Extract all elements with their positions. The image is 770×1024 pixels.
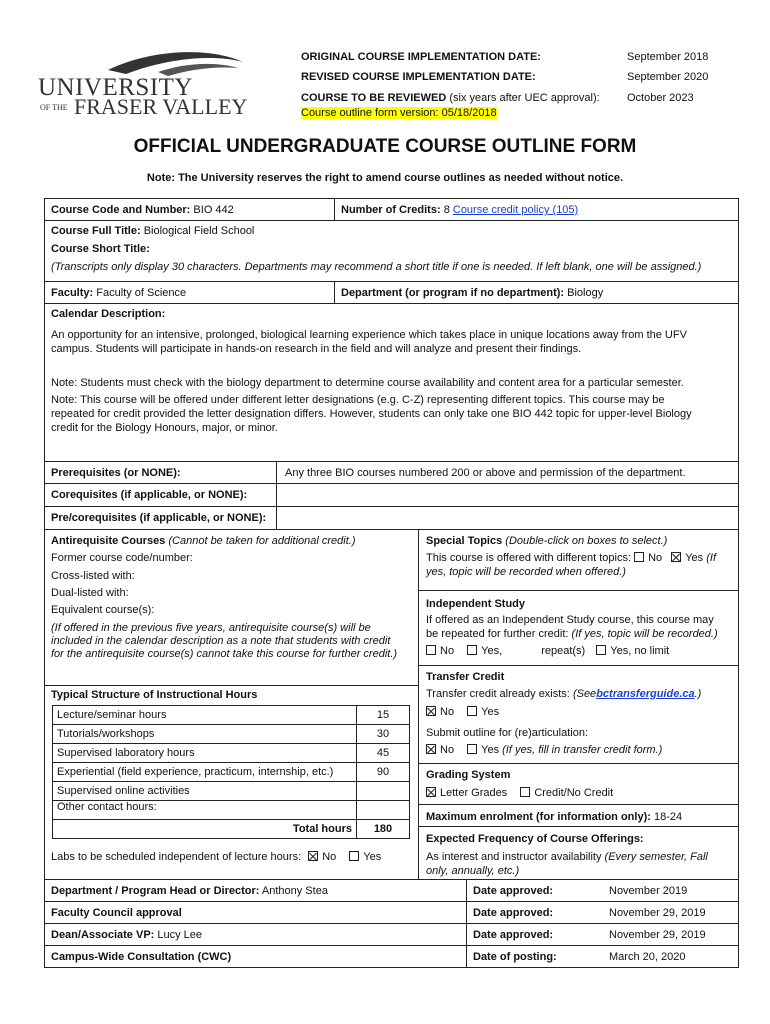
approval-date-label: Date approved:	[473, 907, 554, 919]
special-no-checkbox[interactable]	[634, 552, 644, 562]
full-title-label: Course Full Title:	[51, 225, 141, 237]
approval-date-label: Date of posting:	[473, 951, 557, 963]
faculty	[51, 286, 186, 300]
frequency-label: Expected Frequency of Course Offerings:	[426, 833, 644, 845]
form-version: Course outline form version: 05/18/2018	[301, 107, 497, 119]
labs-label: Labs to be scheduled independent of lecture hours:	[51, 851, 302, 863]
review-label: COURSE TO BE REVIEWED	[301, 92, 447, 104]
hours-name: Supervised online activities	[53, 782, 357, 801]
antireq-note-1: (If offered in the previous five years, antirequisite course(s) will be	[51, 622, 371, 634]
transfer-options	[426, 705, 499, 719]
approval-value: Lucy Lee	[157, 929, 203, 941]
logo-university: UNIVERSITY	[38, 74, 193, 101]
rearticulation-note: (If yes, fill in transfer credit form.)	[502, 744, 663, 756]
former-code: Former course code/number:	[51, 552, 193, 564]
credits-value: 8	[443, 204, 450, 216]
independent-line-2b: (If yes, topic will be recorded.)	[571, 628, 718, 640]
table-row	[53, 706, 410, 725]
hours-name: Supervised laboratory hours	[53, 744, 357, 763]
transfer-see: (See	[572, 688, 597, 700]
rearticulation-yes-label: Yes	[481, 744, 500, 756]
short-title-label: Course Short Title:	[51, 243, 150, 255]
rearticulation-yes-checkbox[interactable]	[467, 744, 477, 754]
labs-no-label: No	[322, 851, 337, 863]
special-yes-label: Yes	[685, 552, 704, 564]
labs-independent	[51, 850, 381, 864]
independent-repeat-label: repeat(s)	[541, 645, 586, 657]
total-hours-label: Total hours	[53, 820, 357, 839]
antireq-note-2: included in the calendar description as a note that students with credit	[51, 635, 391, 647]
review-note: (six years after UEC approval):	[449, 92, 600, 104]
prereq-value: Any three BIO courses numbered 200 or above and permission of the department.	[285, 467, 686, 479]
calendar-label: Calendar Description:	[51, 308, 166, 320]
credits-label: Number of Credits:	[341, 204, 441, 216]
hours-label: Typical Structure of Instructional Hours	[51, 689, 258, 701]
special-topics-label: Special Topics	[426, 535, 503, 547]
approval-date: November 2019	[609, 885, 688, 897]
department	[341, 286, 603, 300]
credit-nocredit-checkbox[interactable]	[520, 787, 530, 797]
course-code	[51, 203, 234, 217]
rearticulation-no-checkbox[interactable]	[426, 744, 436, 754]
amend-note: Note: The University reserves the right to amend course outlines as needed without notice.	[146, 172, 624, 184]
approval-cwc	[51, 950, 231, 964]
hours-value[interactable]: 15	[357, 706, 410, 725]
max-enrolment-value: 18-24	[653, 811, 683, 823]
review-line	[301, 92, 600, 104]
independent-nolimit-label: Yes, no limit	[610, 645, 670, 657]
equivalent-courses: Equivalent course(s):	[51, 604, 155, 616]
faculty-value: Faculty of Science	[96, 287, 187, 299]
special-topics-note: (Double-click on boxes to select.)	[505, 535, 668, 547]
transfer-exists	[426, 687, 701, 701]
labs-yes-label: Yes	[363, 851, 382, 863]
independent-no-checkbox[interactable]	[426, 645, 436, 655]
page-title: OFFICIAL UNDERGRADUATE COURSE OUTLINE FORM	[133, 136, 637, 157]
approval-date-label: Date approved:	[473, 929, 554, 941]
independent-label: Independent Study	[426, 598, 525, 610]
hours-table	[52, 705, 410, 839]
department-label: Department (or program if no department):	[341, 287, 565, 299]
university-logo	[38, 48, 248, 118]
approval-date: November 29, 2019	[609, 907, 706, 919]
transfer-no-checkbox[interactable]	[426, 706, 436, 716]
rearticulation-no-label: No	[440, 744, 455, 756]
frequency-value: As interest and instructor availability	[426, 851, 602, 863]
calendar-p3a: Note: This course will be offered under different letter designations (e.g. C-Z) representing different topics. This course may be	[51, 394, 665, 406]
hours-name: Tutorials/workshops	[53, 725, 357, 744]
letter-grades-label: Letter Grades	[440, 787, 508, 799]
approval-label: Department / Program Head or Director:	[51, 885, 260, 897]
bctransferguide-link[interactable]: bctransferguide.ca	[596, 688, 695, 700]
labs-no-checkbox[interactable]	[308, 851, 318, 861]
frequency-value-line	[426, 850, 708, 864]
independent-yes-checkbox[interactable]	[467, 645, 477, 655]
approval-date: November 29, 2019	[609, 929, 706, 941]
antireq-label-note: (Cannot be taken for additional credit.)	[168, 535, 356, 547]
special-topics-question: This course is offered with different topics:	[426, 552, 632, 564]
approval-dept-head	[51, 884, 328, 898]
credits	[341, 203, 578, 217]
special-yes-checkbox[interactable]	[671, 552, 681, 562]
transfer-yes-label: Yes	[481, 706, 500, 718]
frequency-note-2: only, annually, etc.)	[426, 865, 520, 877]
antireq-note-3: for the antirequisite course(s) cannot take this course for further credit.)	[51, 648, 398, 660]
orig-date-value: September 2018	[627, 51, 709, 63]
transfer-no-label: No	[440, 706, 455, 718]
faculty-label: Faculty:	[51, 287, 94, 299]
transfer-close: .)	[694, 688, 702, 700]
table-row	[53, 763, 410, 782]
approval-date: March 20, 2020	[609, 951, 686, 963]
special-no-label: No	[648, 552, 663, 564]
independent-line-2	[426, 627, 718, 641]
prereq-label: Prerequisites (or NONE):	[51, 467, 181, 479]
antireq-label: Antirequisite Courses	[51, 535, 166, 547]
labs-yes-checkbox[interactable]	[349, 851, 359, 861]
short-title-note: (Transcripts only display 30 characters. Departments may recommend a short title if one is needed. If left blank, one will be assigned.)	[51, 261, 702, 273]
hours-value[interactable]: 45	[357, 744, 410, 763]
hours-value[interactable]	[357, 801, 410, 820]
calendar-p1a: An opportunity for an intensive, prolonged, biological learning experience which takes place in unique locations away from the UFV	[51, 329, 687, 341]
frequency-note: (Every semester, Fall	[604, 851, 708, 863]
hours-value[interactable]: 90	[357, 763, 410, 782]
hours-value[interactable]: 30	[357, 725, 410, 744]
independent-line-2a: be repeated for further credit:	[426, 628, 569, 640]
credit-policy-link[interactable]: Course credit policy (105)	[452, 204, 579, 216]
full-title	[51, 224, 254, 238]
antireq-heading	[51, 534, 355, 548]
independent-options	[426, 644, 669, 658]
revised-date-label: REVISED COURSE IMPLEMENTATION DATE:	[301, 71, 536, 83]
transfer-submit: Submit outline for (re)articulation:	[426, 727, 589, 739]
cross-listed: Cross-listed with:	[51, 570, 135, 582]
calendar-p2: Note: Students must check with the biology department to determine course availability and content area for a particular semester.	[51, 377, 684, 389]
independent-nolimit-checkbox[interactable]	[596, 645, 606, 655]
approval-faculty-council	[51, 906, 182, 920]
logo-fraser-valley: FRASER VALLEY	[74, 94, 248, 119]
hours-name: Lecture/seminar hours	[53, 706, 357, 725]
review-date-value: October 2023	[627, 92, 694, 104]
max-enrolment	[426, 810, 682, 824]
department-value: Biology	[567, 287, 604, 299]
hours-name: Other contact hours:	[53, 801, 357, 820]
calendar-p3b: repeated for credit provided the letter designation differs. However, students can only take one BIO 442 topic for upper-level Biology	[51, 408, 692, 420]
table-row	[53, 801, 410, 820]
independent-no-label: No	[440, 645, 455, 657]
approval-value: Anthony Stea	[261, 885, 328, 897]
orig-date-label: ORIGINAL COURSE IMPLEMENTATION DATE:	[301, 51, 541, 63]
approval-dean	[51, 928, 202, 942]
table-row	[53, 820, 410, 839]
logo-of-the: OF THE	[40, 103, 68, 112]
table-row	[53, 782, 410, 801]
letter-grades-checkbox[interactable]	[426, 787, 436, 797]
grading-options	[426, 786, 613, 800]
independent-line-1: If offered as an Independent Study course, this course may	[426, 614, 714, 626]
max-enrolment-label: Maximum enrolment (for information only):	[426, 811, 651, 823]
coreq-label: Corequisites (if applicable, or NONE):	[51, 489, 248, 501]
calendar-p3c: credit for the Biology Honours, major, or minor.	[51, 422, 278, 434]
approval-date-label: Date approved:	[473, 885, 554, 897]
table-row	[53, 725, 410, 744]
revised-date-value: September 2020	[627, 71, 709, 83]
approval-label: Faculty Council approval	[51, 907, 182, 919]
transfer-label: Transfer Credit	[426, 671, 505, 683]
independent-yes-label: Yes,	[481, 645, 503, 657]
special-note-2: yes, topic will be recorded when offered.)	[426, 566, 626, 578]
transfer-exists-label: Transfer credit already exists:	[426, 688, 570, 700]
calendar-p1b: campus. Students will participate in hands-on research in the field and will analyze and present their findings.	[51, 343, 582, 355]
special-topics-line	[426, 551, 716, 565]
approval-label: Dean/Associate VP:	[51, 929, 155, 941]
rearticulation-options	[426, 743, 662, 757]
credit-nocredit-label: Credit/No Credit	[534, 787, 614, 799]
precoreq-label: Pre/corequisites (if applicable, or NONE):	[51, 512, 267, 524]
special-topics-heading	[426, 534, 667, 548]
grading-label: Grading System	[426, 769, 511, 781]
hours-value[interactable]	[357, 782, 410, 801]
total-hours-value: 180	[357, 820, 410, 839]
course-code-value: BIO 442	[193, 204, 234, 216]
table-row	[53, 744, 410, 763]
course-code-label: Course Code and Number:	[51, 204, 191, 216]
special-note: (If	[706, 552, 717, 564]
transfer-yes-checkbox[interactable]	[467, 706, 477, 716]
full-title-value: Biological Field School	[143, 225, 255, 237]
hours-name: Experiential (field experience, practicum, internship, etc.)	[53, 763, 357, 782]
dual-listed: Dual-listed with:	[51, 587, 129, 599]
approval-label: Campus-Wide Consultation (CWC)	[51, 951, 232, 963]
